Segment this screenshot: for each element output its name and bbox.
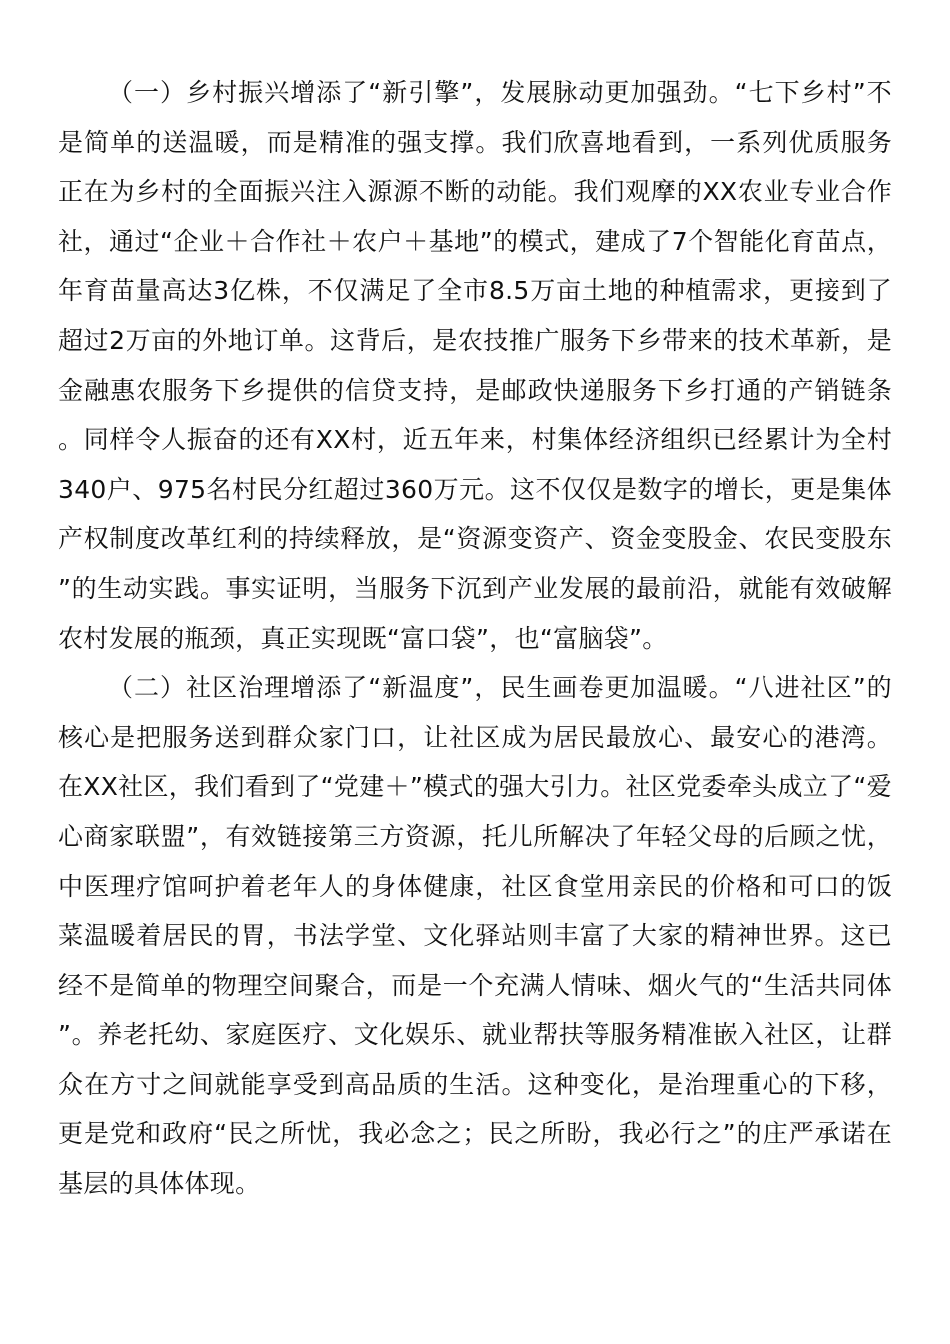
paragraph-rural-revitalization: （一）乡村振兴增添了“新引擎”，发展脉动更加强劲。“七下乡村”不是简单的送温暖，而是精准的强支撑。我们欣喜地看到，一系列优质服务正在为乡村的全面振兴注入源源不断的动能。我们观摩的XX农业专业合作社，通过“企业＋合作社＋农户＋基地”的模式，建成了7个智能化育苗点，年育苗量高达3亿株，不仅满足了全市8.5万亩土地的种植需求，更接到了超过2万亩的外地订单。这背后，是农技推广服务下乡带来的技术革新，是金融惠农服务下乡提供的信贷支持，是邮政快递服务下乡打通的产销链条。同样令人振奋的还有XX村，近五年来，村集体经济组织已经累计为全村340户、975名村民分红超过360万元。这不仅仅是数字的增长，更是集体产权制度改革红利的持续释放，是“资源变资产、资金变股金、农民变股东”的生动实践。事实证明，当服务下沉到产业发展的最前沿，就能有效破解农村发展的瓶颈，真正实现既“富口袋”，也“富脑袋”。 <box>58 78 892 653</box>
document-body <box>58 68 892 1209</box>
paragraph-community-governance: （二）社区治理增添了“新温度”，民生画卷更加温暖。“八进社区”的核心是把服务送到群众家门口，让社区成为居民最放心、最安心的港湾。在XX社区，我们看到了“党建＋”模式的强大引力。社区党委牵头成立了“爱心商家联盟”，有效链接第三方资源，托儿所解决了年轻父母的后顾之忧，中医理疗馆呵护着老年人的身体健康，社区食堂用亲民的价格和可口的饭菜温暖着居民的胃，书法学堂、文化驿站则丰富了大家的精神世界。这已经不是简单的物理空间聚合，而是一个充满人情味、烟火气的“生活共同体”。养老托幼、家庭医疗、文化娱乐、就业帮扶等服务精准嵌入社区，让群众在方寸之间就能享受到高品质的生活。这种变化，是治理重心的下移，更是党和政府“民之所忧，我必念之；民之所盼，我必行之”的庄严承诺在基层的具体体现。 <box>58 673 892 1199</box>
